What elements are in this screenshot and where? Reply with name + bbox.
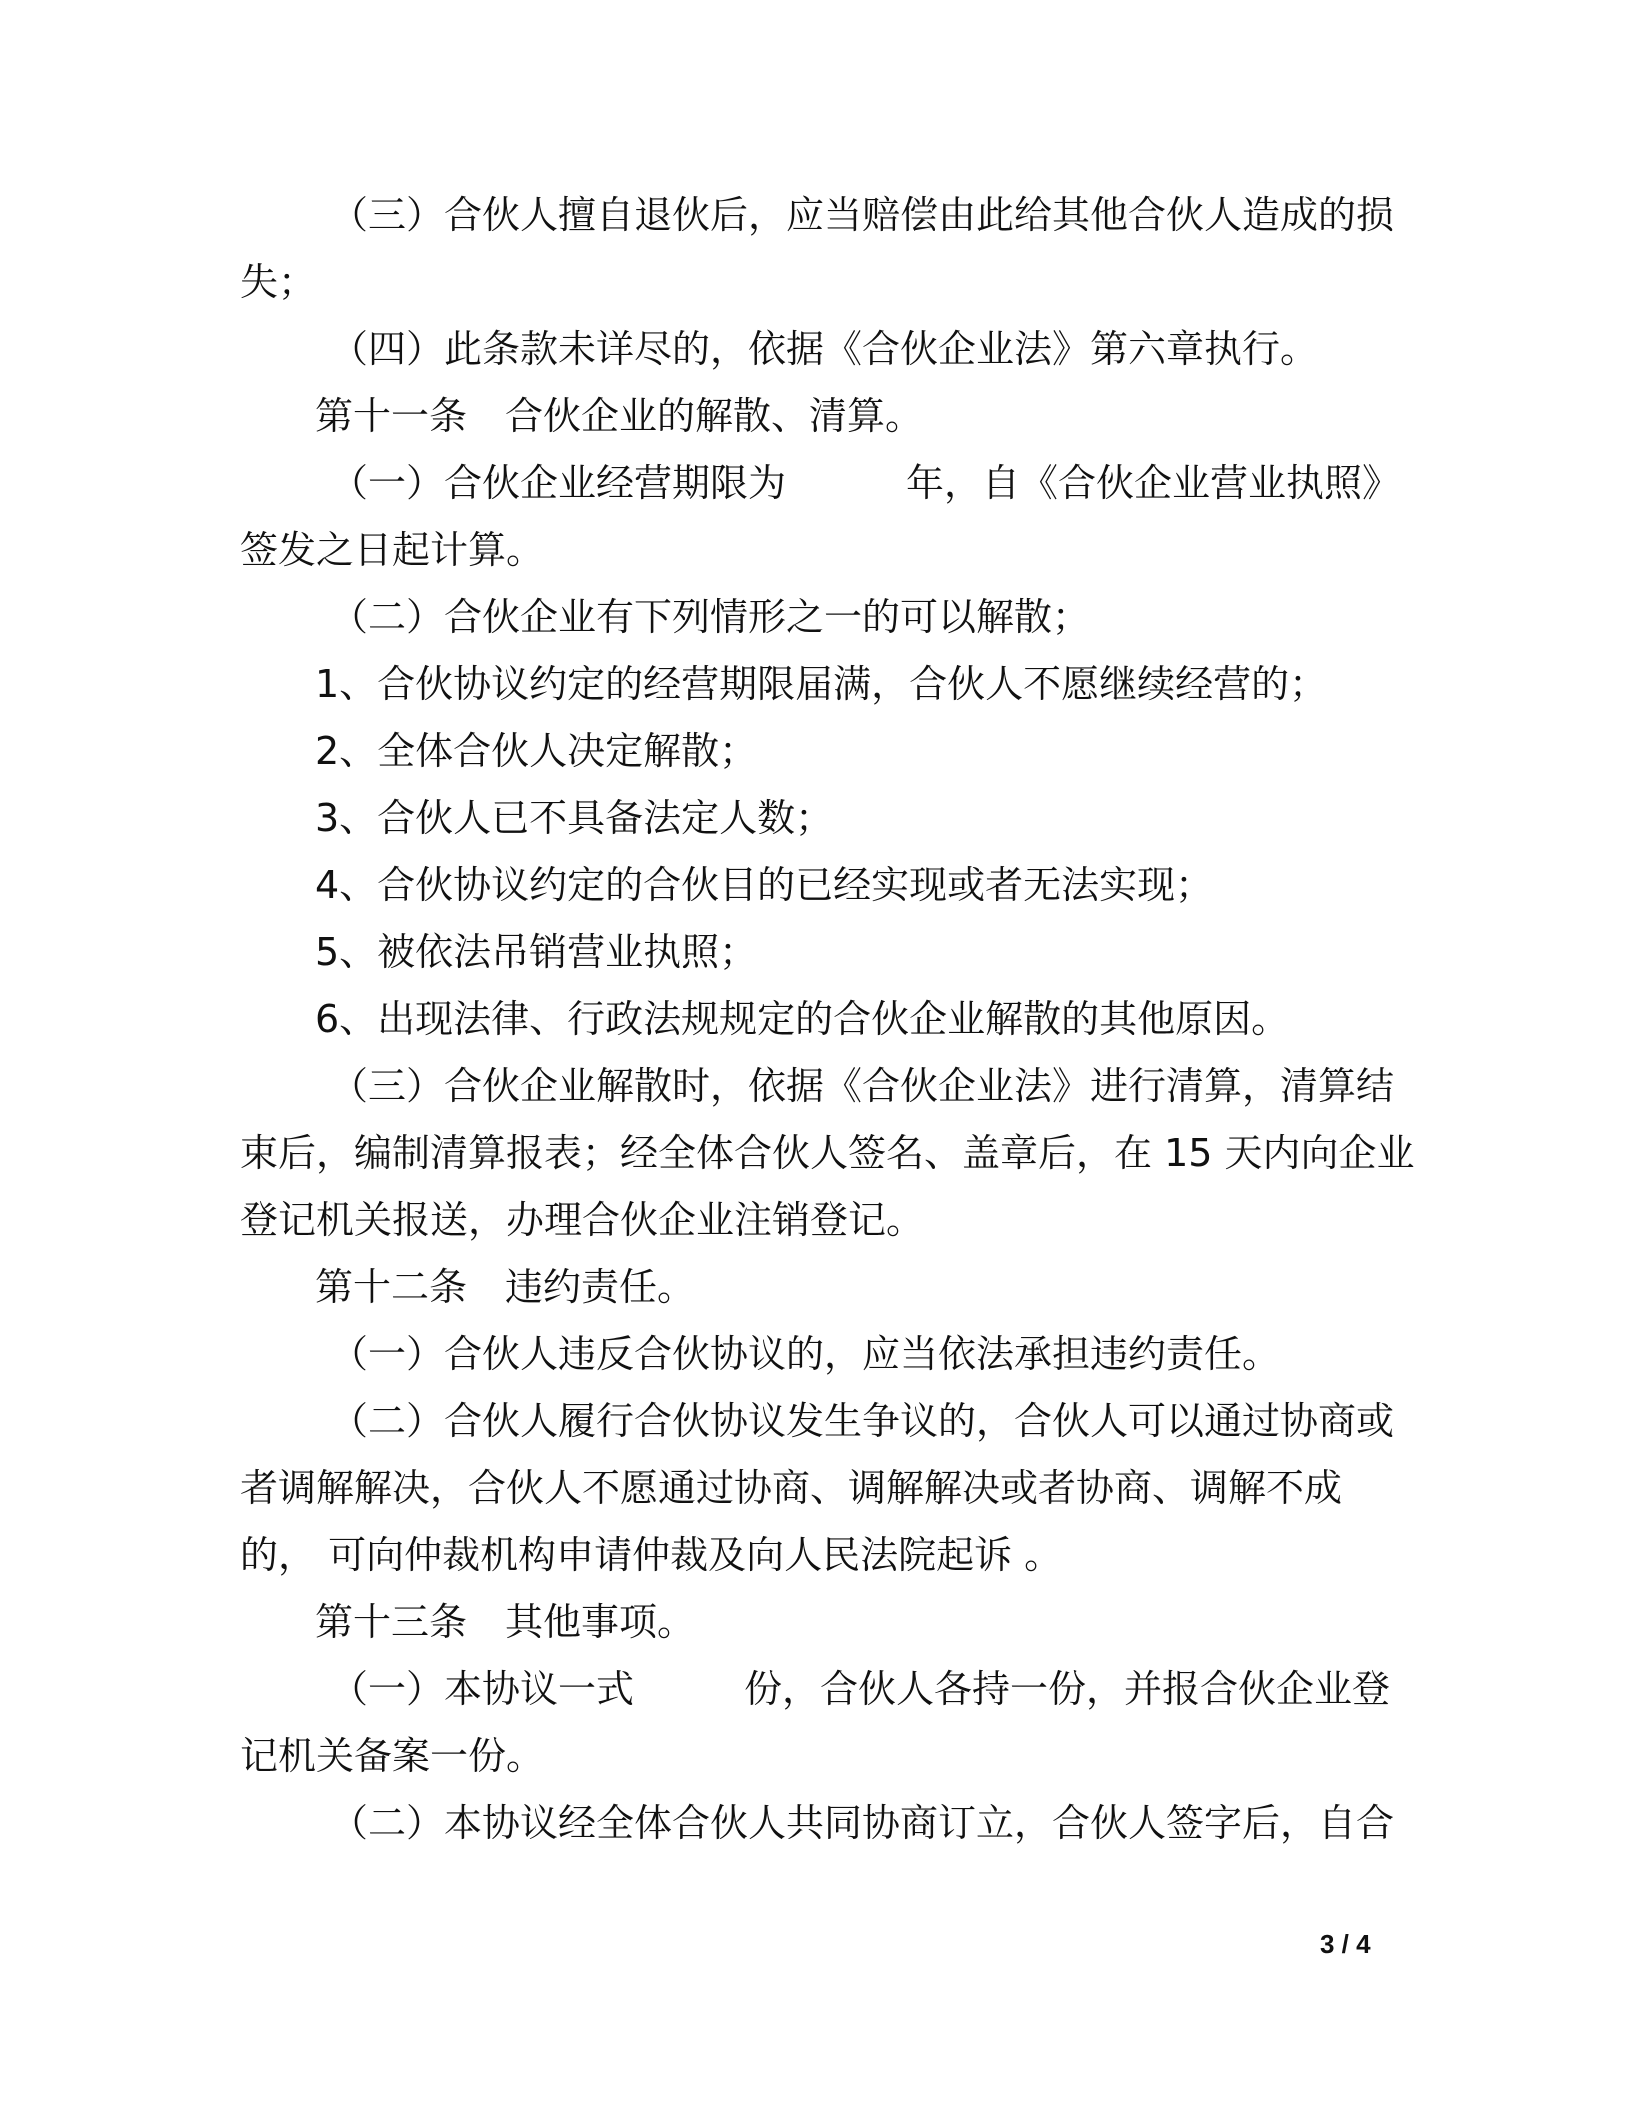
paragraph-line: 失； xyxy=(240,260,317,304)
list-item: 4、合伙协议约定的合伙目的已经实现或者无法实现； xyxy=(315,863,1214,907)
list-item: 1、合伙协议约定的经营期限届满，合伙人不愿继续经营的； xyxy=(315,662,1328,706)
article-heading-12 xyxy=(240,1254,1390,1321)
paragraph-line: 登记机关报送，办理合伙企业注销登记。 xyxy=(240,1198,925,1242)
clause-text: 份，合伙人各持一份，并报合伙企业登 xyxy=(744,1667,1391,1711)
clause-text: （一）合伙企业经营期限为 xyxy=(330,461,787,505)
paragraph-line xyxy=(240,450,1401,517)
paragraph-line: 束后，编制清算报表；经全体合伙人签名、盖章后，在 15 天内向企业 xyxy=(240,1131,1415,1175)
article-number: 第十二条 xyxy=(315,1265,468,1309)
paragraph-line: （三）合伙企业解散时，依据《合伙企业法》进行清算，清算结 xyxy=(330,1064,1395,1108)
paragraph-line: （二）合伙企业有下列情形之一的可以解散； xyxy=(330,595,1091,639)
article-number: 第十一条 xyxy=(315,394,468,438)
article-heading-13 xyxy=(240,1589,1390,1656)
article-title: 其他事项。 xyxy=(505,1600,696,1644)
paragraph-line: 签发之日起计算。 xyxy=(240,528,545,572)
list-item: 6、出现法律、行政法规规定的合伙企业解散的其他原因。 xyxy=(315,997,1290,1041)
page-number: 3 / 4 xyxy=(1320,1929,1371,1959)
paragraph-line: （四）此条款未详尽的，依据《合伙企业法》第六章执行。 xyxy=(330,327,1319,371)
paragraph-line: （二）合伙人履行合伙协议发生争议的，合伙人可以通过协商或 xyxy=(330,1399,1395,1443)
document-body xyxy=(240,182,1415,1857)
article-title: 合伙企业的解散、清算。 xyxy=(505,394,924,438)
list-item: 3、合伙人已不具备法定人数； xyxy=(315,796,834,840)
clause-text: （一）本协议一式 xyxy=(330,1667,635,1711)
paragraph-line xyxy=(240,1656,1390,1723)
paragraph-line: （二）本协议经全体合伙人共同协商订立，合伙人签字后，自合 xyxy=(330,1801,1395,1845)
paragraph-line: （三）合伙人擅自退伙后，应当赔偿由此给其他合伙人造成的损 xyxy=(330,193,1395,237)
clause-text: 年，自《合伙企业营业执照》 xyxy=(906,461,1401,505)
paragraph-line: 的， 可向仲裁机构申请仲裁及向人民法院起诉 。 xyxy=(240,1533,1063,1577)
article-number: 第十三条 xyxy=(315,1600,468,1644)
paragraph-line: （一）合伙人违反合伙协议的，应当依法承担违约责任。 xyxy=(330,1332,1281,1376)
article-title: 违约责任。 xyxy=(505,1265,696,1309)
list-item: 2、全体合伙人决定解散； xyxy=(315,729,758,773)
list-item: 5、被依法吊销营业执照； xyxy=(315,930,758,974)
paragraph-line: 者调解解决，合伙人不愿通过协商、调解解决或者协商、调解不成 xyxy=(240,1466,1343,1510)
article-heading-11 xyxy=(240,383,1390,450)
paragraph-line: 记机关备案一份。 xyxy=(240,1734,545,1778)
